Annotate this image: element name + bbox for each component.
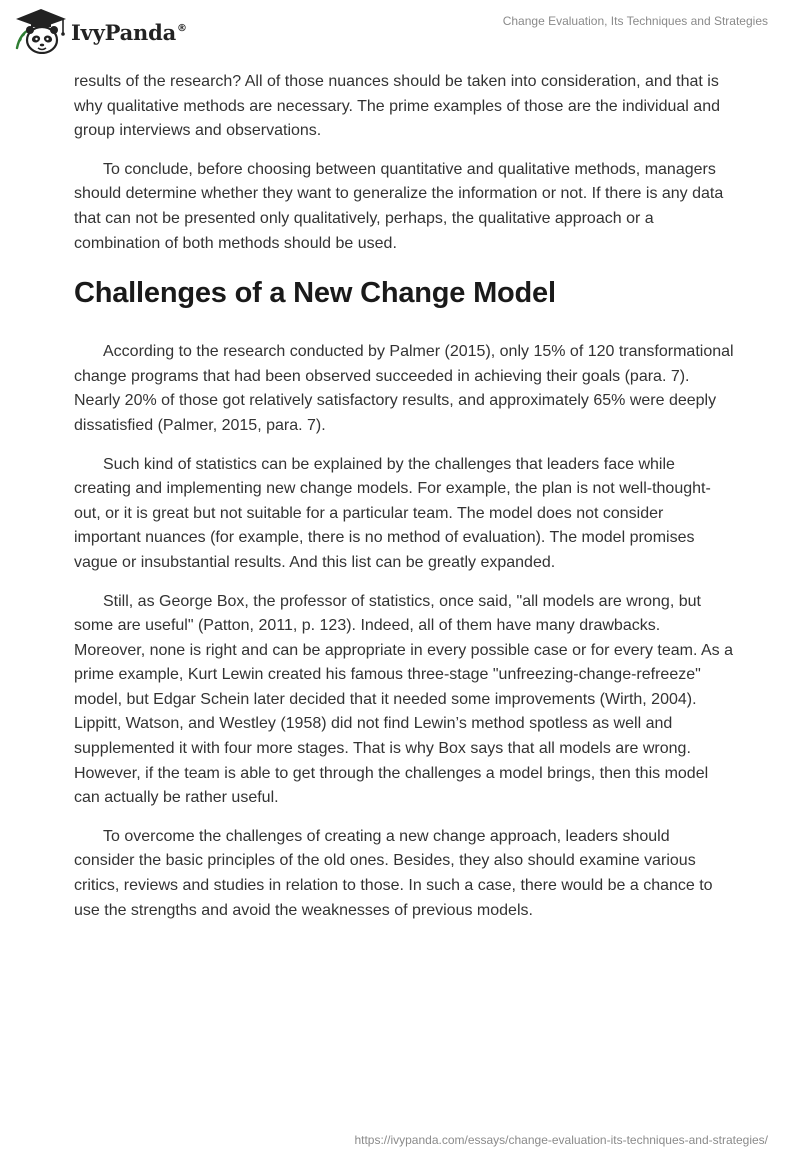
paragraph: Such kind of statistics can be explained by the challenges that leaders face while creating and implementing new change models. For example, the plan is not well-thought-out, or it is great but not suitable for a particular team. The model does not consider important nuances (for example, there is no method of evaluation). The model promises vague or insubstantial results. And this list can be greatly expanded. xyxy=(74,455,711,571)
section-heading: Challenges of a New Change Model xyxy=(74,277,556,310)
paragraph: To overcome the challenges of creating a new change approach, leaders should consider the basic principles of the old ones. Besides, they also should examine various critics, reviews and studies in relation to those. In such a case, there would be a chance to use the strengths and avoid the weaknesses of previous models. xyxy=(74,827,713,919)
page-header xyxy=(0,0,800,60)
panda-graduate-icon xyxy=(14,8,68,54)
ivypanda-logo[interactable] xyxy=(14,8,187,54)
source-url-link[interactable]: https://ivypanda.com/essays/change-evaluation-its-techniques-and-strategies/ xyxy=(354,1133,768,1147)
logo-text: IvyPanda xyxy=(71,19,177,45)
paragraph: results of the research? All of those nuances should be taken into consideration, and that is why qualitative methods are necessary. The prime examples of those are the individual and group interviews and observations. xyxy=(74,73,720,140)
logo-wordmark xyxy=(71,20,187,45)
document-title: Change Evaluation, Its Techniques and Strategies xyxy=(502,14,768,28)
paragraph: To conclude, before choosing between quantitative and qualitative methods, managers should determine whether they want to generalize the information or not. If there is any data that can not be presented only qualitatively, perhaps, the qualitative approach or a combination of both methods should be used. xyxy=(74,160,724,252)
paragraph: According to the research conducted by Palmer (2015), only 15% of 120 transformational change programs that had been observed succeeded in achieving their goals (para. 7). Nearly 20% of those got relatively satisfactory results, and approximately 65% were deeply dissatisfied (Palmer, 2015, para. 7). xyxy=(74,343,734,434)
essay-content xyxy=(74,70,734,937)
registered-mark: ® xyxy=(177,22,187,34)
paragraph: Still, as George Box, the professor of statistics, once said, "all models are wrong, but some are useful" (Patton, 2011, p. 123). Indeed, all of them have many drawbacks. Moreover, none is right and can be appropriate in every possible case or for every team. As a prime example, Kurt Lewin created his famous three-stage "unfreezing-change-refreeze" model, but Edgar Schein later decided that it needed some improvements (Wirth, 2004). Lippitt, Watson, and Westley (1958) did not find Lewin’s method spotless as well and supplemented it with four more stages. That is why Box says that all models are wrong. However, if the team is able to get through the challenges a model brings, then this model can actually be rather useful. xyxy=(74,592,734,807)
